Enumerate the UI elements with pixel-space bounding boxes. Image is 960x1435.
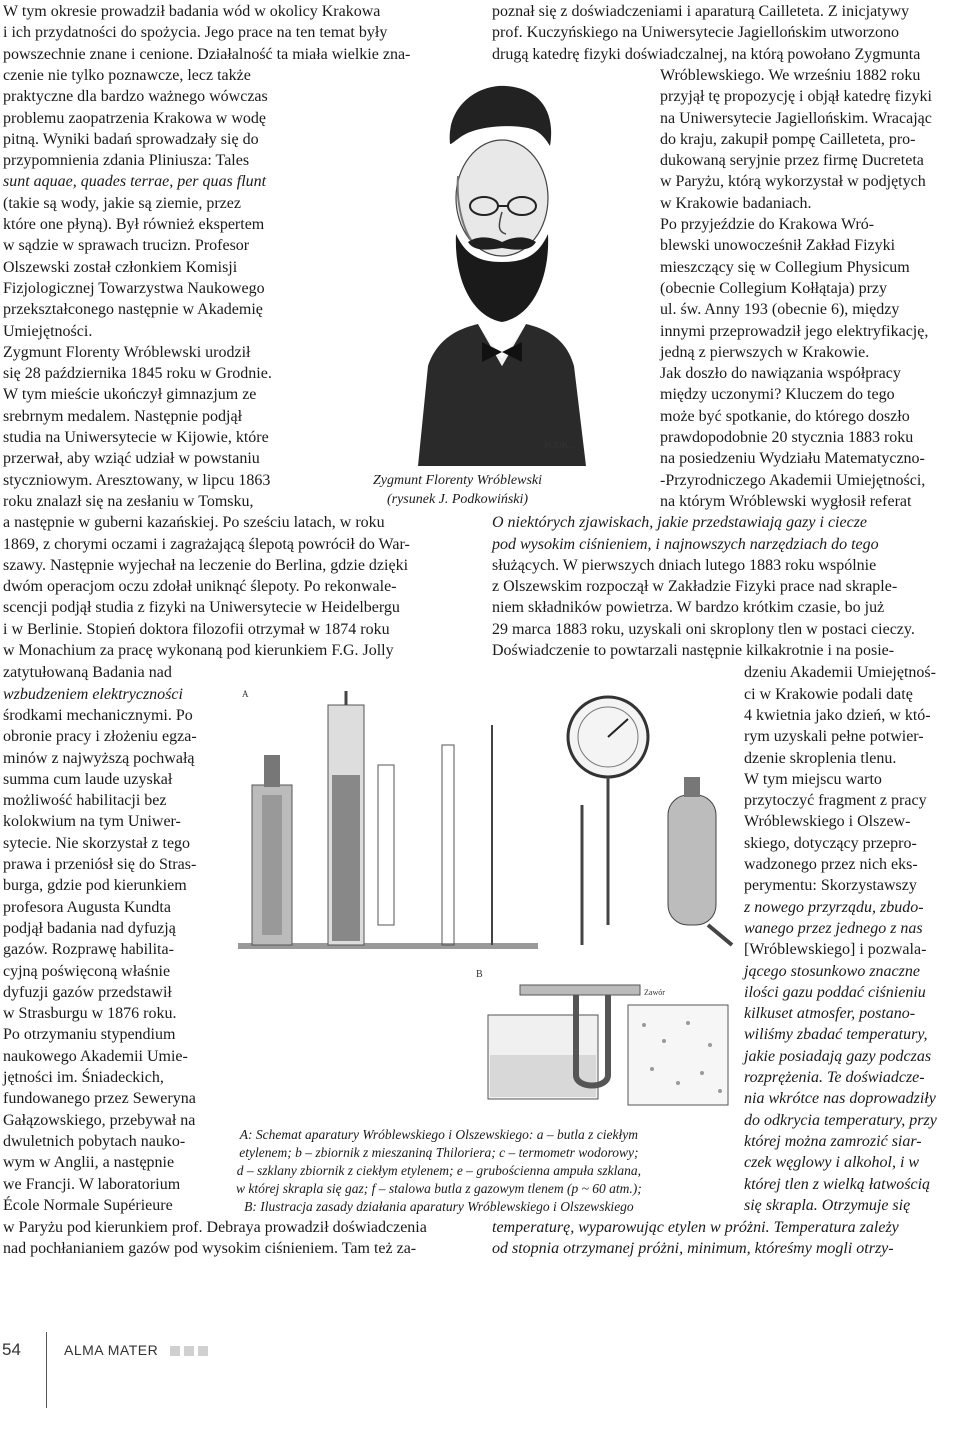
text-line: gazów. Rozprawę habilita- bbox=[3, 941, 174, 959]
text-line: które one płyną). Był również ekspertem bbox=[3, 216, 265, 233]
text-line: w Strasburgu w 1876 roku. bbox=[3, 1005, 177, 1023]
portrait-caption bbox=[373, 471, 542, 509]
portrait-caption-credit: (rysunek J. Podkowiński) bbox=[386, 492, 529, 507]
text-line: Doświadczenie to powtarzali następnie kilkakrotnie i na posie- bbox=[492, 642, 895, 659]
text-line: się skrapla. Otrzymuje się bbox=[744, 1196, 911, 1214]
text-line: której można zamrozić siar- bbox=[744, 1132, 922, 1150]
portrait-signature: PODK... bbox=[544, 440, 576, 450]
text-line: nad pochłanianiem gazów pod wysokim ciśnieniem. Tam też za- bbox=[3, 1240, 417, 1258]
text-line: kilkuset atmosfer, postano- bbox=[744, 1005, 916, 1023]
text-line: rozprężenia. Te doświadcze- bbox=[744, 1069, 925, 1086]
text-line: na którym Wróblewski wygłosił referat bbox=[660, 492, 912, 510]
text-line: minów z najwyższą pochwałą bbox=[3, 749, 195, 767]
text-line: pitną. Wyniki badań sprowadzały się do bbox=[3, 130, 259, 148]
text-line: służących. W pierwszych dniach lutego 1883 roku wspólnie bbox=[492, 556, 877, 574]
text-line: Zygmunt Florenty Wróblewski urodził bbox=[3, 343, 251, 361]
text-line: ilości gazu poddać ciśnieniu bbox=[744, 983, 926, 1001]
text-line: podjął badania nad dyfuzją bbox=[3, 919, 176, 937]
text-line: studia na Uniwersytecie w Kijowie, które bbox=[3, 429, 269, 446]
text-line: ci w Krakowie podali datę bbox=[744, 685, 913, 703]
text-line: dzenie skroplenia tlenu. bbox=[744, 749, 897, 767]
text-line: Po otrzymaniu stypendium bbox=[3, 1026, 176, 1044]
text-line: dyfuzji gazów przedstawił bbox=[3, 983, 172, 1001]
text-line: a następnie w guberni kazańskiej. Po sześciu latach, w roku bbox=[3, 514, 385, 532]
apparatus-caption-line: d – szklany zbiornik z ciekłym etylenem; e – grubościenna ampuła szklana, bbox=[236, 1163, 641, 1178]
text-line: sytecie. Nie skorzystał z tego bbox=[3, 834, 191, 852]
text-line: Fizjologicznej Towarzystwa Naukowego bbox=[3, 279, 265, 297]
text-line: cyjną poświęconą właśnie bbox=[3, 962, 171, 980]
text-line: Wróblewskiego i Olszew- bbox=[744, 813, 911, 831]
text-line: Gałązowskiego, przebywał na bbox=[3, 1111, 196, 1129]
text-line: dzeniu Akademii Umiejętnoś- bbox=[744, 664, 936, 682]
text-line: do kraju, zakupił pompę Cailleteta, pro- bbox=[660, 130, 916, 148]
apparatus-caption-line: w której skrapla się gaz; f – stalowa butla z gazowym tlenem (p ~ 60 atm.); bbox=[236, 1181, 642, 1196]
text-line: nia wkrótce nas doprowadziły bbox=[744, 1090, 936, 1108]
text-line: której tlen z wielką łatwością bbox=[744, 1175, 931, 1193]
text-line: summa cum laude uzyskał bbox=[3, 770, 173, 788]
text-line: ul. św. Anny 193 (obecnie 6), między bbox=[660, 301, 900, 319]
text-line: wym w Anglii, a następnie bbox=[3, 1154, 175, 1172]
text-line: na Uniwersytecie Jagiellońskim. Wracając bbox=[660, 109, 932, 127]
text-line: 4 kwietnia jako dzień, w któ- bbox=[744, 706, 931, 724]
text-line: przerwał, aby wziąć udział w powstaniu bbox=[3, 450, 260, 468]
text-line: dwóm operacjom oczu zdołał uniknąć ślepoty. Po rekonwale- bbox=[3, 578, 397, 596]
text-line: burga, gdzie pod kierunkiem bbox=[3, 877, 187, 895]
text-line: do odkrycia temperatury, przy bbox=[744, 1111, 937, 1129]
text-line: roku znalazł się na zesłaniu w Tomsku, bbox=[3, 492, 254, 510]
text-line: Jak doszło do nawiązania współpracy bbox=[660, 365, 901, 383]
text-line: jącego stosunkowo znaczne bbox=[744, 962, 920, 980]
text-line: fundowanego przez Seweryna bbox=[3, 1090, 196, 1108]
text-line: (obecnie Collegium Kołłątaja) przy bbox=[660, 279, 888, 297]
text-line: École Normale Supérieure bbox=[3, 1196, 173, 1214]
text-line: przypomnienia zdania Pliniusza: Tales bbox=[3, 152, 250, 170]
text-line: Po przyjeździe do Krakowa Wró- bbox=[660, 216, 875, 233]
text-line: sunt aquae, quades terrae, per quas flunt bbox=[3, 173, 267, 191]
footer-divider bbox=[46, 1332, 47, 1408]
text-line: dukowaną seryjnie przez firmę Ducreteta bbox=[660, 152, 924, 170]
text-line: między uczonymi? Kluczem do tego bbox=[660, 386, 895, 404]
text-line: w Krakowie badaniach. bbox=[660, 194, 812, 212]
text-line: środkami mechanicznymi. Po bbox=[3, 706, 193, 724]
page-number: 54 bbox=[2, 1340, 21, 1359]
text-line: blewski unowocześnił Zakład Fizyki bbox=[660, 237, 896, 255]
text-line: 29 marca 1883 roku, uzyskali oni skroplony tlen w postaci cieczy. bbox=[492, 620, 915, 638]
text-line: w sądzie w sprawach trucizn. Profesor bbox=[3, 237, 250, 255]
text-line: W tym okresie prowadził badania wód w okolicy Krakowa bbox=[3, 3, 381, 20]
text-line: poznał się z doświadczeniami i aparaturą Cailleteta. Z inicjatywy bbox=[492, 3, 910, 20]
portrait-engraving bbox=[398, 66, 598, 466]
text-line: na posiedzeniu Wydziału Matematyczno- bbox=[660, 450, 925, 468]
text-line: (takie są wody, jakie są ziemie, przez bbox=[3, 194, 241, 212]
text-line: styczniowym. Aresztowany, w lipcu 1863 bbox=[3, 471, 271, 489]
text-line: powszechnie znane i cenione. Działalność ta miała wielkie zna- bbox=[3, 45, 411, 63]
text-line: drugą katedrę fizyki doświadczalnej, na którą powołano Zygmunta bbox=[492, 45, 921, 63]
text-line: przytoczyć fragment z pracy bbox=[744, 792, 927, 810]
text-line: Olszewski został członkiem Komisji bbox=[3, 258, 238, 276]
text-line: niem składników powietrza. W bardzo krótkim czasie, bo już bbox=[492, 599, 885, 617]
text-line: prawdopodobnie 20 stycznia 1883 roku bbox=[660, 429, 914, 446]
apparatus-caption-line: etylenem; b – zbiornik z mieszaniną Thiloriera; c – termometr wodorowy; bbox=[239, 1145, 639, 1160]
text-line: -Przyrodniczego Akademii Umiejętności, bbox=[660, 471, 926, 489]
text-line: w Paryżu pod kierunkiem prof. Debraya prowadził doświadczenia bbox=[3, 1219, 427, 1237]
text-line: w Paryżu, którą wykorzystał w podjętych bbox=[660, 173, 926, 191]
text-line: innymi przeprowadził jego elektryfikację, bbox=[660, 322, 929, 340]
text-line: [Wróblewskiego] i pozwala- bbox=[744, 941, 927, 959]
page-footer bbox=[0, 1320, 960, 1435]
text-line: zatytułowaną Badania nad bbox=[3, 664, 172, 682]
text-line: od stopnia otrzymanej próżni, minimum, któreśmy mogli otrzy- bbox=[492, 1240, 894, 1258]
text-line: jakie posiadają gazy podczas bbox=[744, 1047, 932, 1065]
text-line: wzbudzeniem elektryczności bbox=[3, 685, 183, 703]
text-line: i ich przydatności do spożycia. Jego prace na ten temat były bbox=[3, 24, 388, 42]
text-line: perymentu: Skorzystawszy bbox=[744, 877, 917, 895]
text-line: W tym mieście ukończył gimnazjum ze bbox=[3, 386, 257, 404]
text-line: skiego, dotyczący przepro- bbox=[744, 834, 917, 852]
text-line: pod wysokim ciśnieniem, i najnowszych narzędziach do tego bbox=[492, 535, 879, 553]
text-line: czenie nie tylko poznawcze, lecz także bbox=[3, 66, 251, 84]
text-line: W tym miejscu warto bbox=[744, 770, 882, 788]
text-line: może być spotkanie, do którego doszło bbox=[660, 407, 910, 425]
text-line: z nowego przyrządu, zbudo- bbox=[744, 898, 924, 916]
portrait-caption-name: Zygmunt Florenty Wróblewski bbox=[373, 473, 543, 488]
text-line: temperaturę, wyparowując etylen w próżni. Temperatura zależy bbox=[492, 1219, 899, 1237]
text-line: przyjął tę propozycję i objął katedrę fizyki bbox=[660, 88, 932, 106]
text-line: we Francji. W laboratorium bbox=[3, 1175, 181, 1193]
text-line: prof. Kuczyńskiego na Uniwersytecie Jagiellońskim utworzono bbox=[492, 24, 900, 42]
label-b: B bbox=[476, 969, 483, 980]
text-line: dwuletnich pobytach nauko- bbox=[3, 1132, 186, 1150]
text-line: w Monachium za pracę wykonaną pod kierunkiem F.G. Jolly bbox=[3, 642, 394, 659]
text-line: srebrnym medalem. Następnie podjął bbox=[3, 407, 243, 425]
text-line: kolokwium na tym Uniwer- bbox=[3, 813, 181, 831]
text-line: wiliśmy zbadać temperatury, bbox=[744, 1026, 928, 1044]
text-line: i w Berlinie. Stopień doktora filozofii otrzymał w 1874 roku bbox=[3, 620, 390, 638]
text-line: scencji podjął studia z fizyki na Uniwersytecie w Heidelbergu bbox=[3, 599, 400, 617]
text-line: Umiejętności. bbox=[3, 322, 93, 340]
text-line: przekształconego następnie w Akademię bbox=[3, 301, 263, 319]
text-line: wanego przez jednego z nas bbox=[744, 919, 923, 937]
text-line: rym uzyskali pełne potwier- bbox=[744, 728, 924, 746]
text-line: mieszczący się w Collegium Physicum bbox=[660, 258, 910, 276]
text-line: praktyczne dla bardzo ważnego wówczas bbox=[3, 88, 268, 106]
text-line: możliwość habilitacji bez bbox=[3, 792, 167, 810]
label-a: A bbox=[242, 689, 249, 699]
text-line: O niektórych zjawiskach, jakie przedstawiają gazy i ciecze bbox=[492, 514, 868, 532]
text-line: czek węglowy i alkohol, i w bbox=[744, 1154, 920, 1172]
text-line: jedną z pierwszych w Krakowie. bbox=[660, 343, 870, 361]
text-line: się 28 października 1845 roku w Grodnie. bbox=[3, 365, 272, 383]
text-line: jętności im. Śniadeckich, bbox=[3, 1069, 164, 1086]
text-line: 1869, z chorymi oczami i zagrażającą ślepotą powrócił do War- bbox=[3, 535, 410, 553]
label-zawor: Zawór bbox=[644, 988, 665, 997]
text-line: prawa i przeniósł się do Stras- bbox=[3, 856, 197, 873]
text-line: obronie pracy i złożeniu egza- bbox=[3, 728, 197, 746]
apparatus-caption bbox=[236, 1126, 642, 1216]
footer-square bbox=[184, 1346, 194, 1356]
text-line: profesora Augusta Kundta bbox=[3, 898, 171, 916]
text-line: szawy. Następnie wyjechał na leczenie do Berlina, gdzie dzięki bbox=[3, 556, 409, 574]
text-line: problemu zaopatrzenia Krakowa w wodę bbox=[3, 109, 266, 127]
text-line: naukowego Akademii Umie- bbox=[3, 1047, 188, 1065]
footer-square bbox=[198, 1346, 208, 1356]
text-line: wadzonego przez nich eks- bbox=[744, 856, 918, 873]
text-line: Wróblewskiego. We wrześniu 1882 roku bbox=[660, 66, 921, 84]
footer-square bbox=[170, 1346, 180, 1356]
apparatus-caption-line: B: Ilustracja zasady działania aparatury Wróblewskiego i Olszewskiego bbox=[244, 1199, 634, 1214]
text-line: z Olszewskim rozpoczął w Zakładzie Fizyki prace nad skraple- bbox=[492, 578, 898, 596]
apparatus-caption-line: A: Schemat aparatury Wróblewskiego i Olszewskiego: a – butla z ciekłym bbox=[239, 1127, 638, 1142]
magazine-title: ALMA MATER bbox=[64, 1342, 159, 1358]
apparatus-diagram bbox=[232, 685, 742, 1125]
